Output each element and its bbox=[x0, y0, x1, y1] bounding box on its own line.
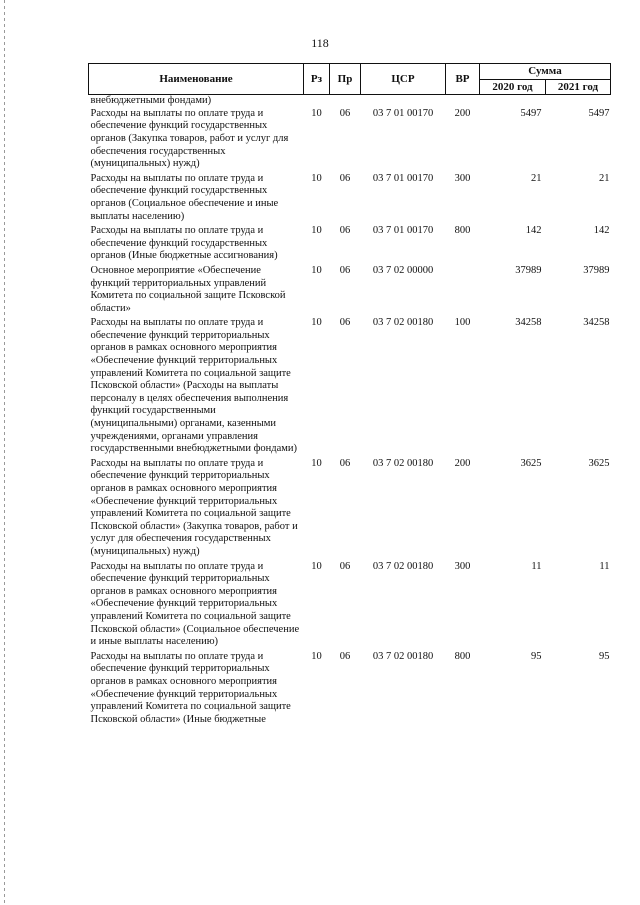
row-sum-2020: 95 bbox=[531, 650, 542, 662]
table-row bbox=[89, 225, 611, 265]
header-name: Наименование bbox=[89, 64, 304, 95]
row-vr: 200 bbox=[454, 457, 471, 469]
table-row bbox=[89, 561, 611, 651]
row-sum-2021: 142 bbox=[593, 225, 610, 237]
table-row bbox=[89, 458, 611, 561]
table-row bbox=[89, 651, 611, 729]
table-row bbox=[89, 108, 611, 173]
row-pr: 06 bbox=[339, 225, 351, 237]
header-year-2020: 2020 год bbox=[480, 79, 546, 95]
row-sum-2020: 11 bbox=[531, 560, 542, 572]
row-sum-2021: 34258 bbox=[583, 317, 610, 329]
row-name: Расходы на выплаты по оплате труда и обеспечение функций государственных органов (Социальное обеспечение и иные выплаты населению) bbox=[90, 172, 279, 222]
row-rz: 10 bbox=[311, 225, 322, 237]
row-pr: 06 bbox=[339, 457, 351, 469]
row-sum-2021: 11 bbox=[599, 560, 610, 572]
row-vr: 300 bbox=[454, 172, 471, 184]
table-row bbox=[89, 317, 611, 458]
row-sum-2020: 37989 bbox=[515, 264, 542, 276]
table-body bbox=[89, 95, 611, 729]
row-rz: 10 bbox=[311, 650, 322, 662]
row-vr: 300 bbox=[454, 560, 471, 572]
header-pr: Пр bbox=[330, 64, 361, 95]
row-sum-2020: 21 bbox=[531, 172, 542, 184]
row-name: Основное мероприятие «Обеспечение функций территориальных управлений Комитета по социальной защите Псковской области» bbox=[90, 264, 286, 314]
header-year-2021: 2021 год bbox=[546, 79, 611, 95]
row-rz: 10 bbox=[311, 172, 322, 184]
row-sum-2020: 3625 bbox=[520, 457, 542, 469]
row-sum-2021: 21 bbox=[599, 172, 610, 184]
row-csr: 03 7 01 00170 bbox=[372, 172, 434, 184]
row-rz: 10 bbox=[311, 317, 322, 329]
row-csr: 03 7 01 00170 bbox=[372, 225, 434, 237]
row-csr: 03 7 02 00180 bbox=[372, 650, 434, 662]
row-name: Расходы на выплаты по оплате труда и обеспечение функций государственных органов (Закупка товаров, работ и услуг для обеспечения государственных (муниципальных) нужд) bbox=[90, 107, 289, 170]
header-csr: ЦСР bbox=[361, 64, 446, 95]
row-pr: 06 bbox=[339, 317, 351, 329]
budget-table bbox=[88, 63, 611, 728]
row-sum-2021: 3625 bbox=[588, 457, 610, 469]
row-name: Расходы на выплаты по оплате труда и обеспечение функций территориальных органов в рамках основного мероприятия «Обеспечение функций территориальных управлений Комитета по социальной защите Псковской области» (Закупка товаров, работ и услуг для обеспечения государственных (муниципальных) нужд) bbox=[90, 457, 298, 557]
row-sum-2021: 37989 bbox=[583, 264, 610, 276]
row-sum-2020: 34258 bbox=[515, 317, 542, 329]
budget-table-container bbox=[88, 63, 610, 728]
row-csr: 03 7 01 00170 bbox=[372, 107, 434, 119]
table-header bbox=[89, 64, 611, 95]
row-name: Расходы на выплаты по оплате труда и обеспечение функций государственных органов (Иные бюджетные ассигнования) bbox=[90, 225, 278, 262]
page-number: 118 bbox=[311, 36, 329, 50]
row-pr: 06 bbox=[339, 264, 351, 276]
continuation-row bbox=[89, 95, 611, 108]
row-pr: 06 bbox=[339, 172, 351, 184]
row-vr: 800 bbox=[454, 650, 471, 662]
row-pr: 06 bbox=[339, 650, 351, 662]
row-name: Расходы на выплаты по оплате труда и обеспечение функций территориальных органов в рамках основного мероприятия «Обеспечение функций территориальных управлений Комитета по социальной защите Псковской области» (Социальное обеспечение и иные выплаты населению) bbox=[90, 560, 300, 648]
row-vr bbox=[446, 265, 480, 317]
row-pr: 06 bbox=[339, 107, 351, 119]
row-rz: 10 bbox=[311, 457, 322, 469]
table-row bbox=[89, 173, 611, 225]
row-sum-2021: 5497 bbox=[588, 107, 610, 119]
continuation-text: внебюджетными фондами) bbox=[90, 95, 212, 107]
table-row bbox=[89, 265, 611, 317]
header-rz: Рз bbox=[304, 64, 330, 95]
row-sum-2021: 95 bbox=[599, 650, 610, 662]
row-vr: 800 bbox=[454, 225, 471, 237]
row-name: Расходы на выплаты по оплате труда и обеспечение функций территориальных органов в рамках основного мероприятия «Обеспечение функций территориальных управлений Комитета по социальной защите Псковской области» (Расходы на выплаты персоналу в целях обеспечения выполнения функций государственными (муниципальными) органами, казенными учреждениями, органами управления государственными внебюджетными фондами) bbox=[90, 317, 298, 455]
row-name: Расходы на выплаты по оплате труда и обеспечение функций территориальных органов в рамках основного мероприятия «Обеспечение функций территориальных управлений Комитета по социальной защите Псковской области» (Иные бюджетные bbox=[90, 650, 291, 725]
row-csr: 03 7 02 00180 bbox=[372, 317, 434, 329]
header-vr: ВР bbox=[446, 64, 480, 95]
row-csr: 03 7 02 00000 bbox=[372, 264, 434, 276]
row-pr: 06 bbox=[339, 560, 351, 572]
scan-edge bbox=[4, 0, 5, 905]
row-vr: 200 bbox=[454, 107, 471, 119]
row-rz: 10 bbox=[311, 264, 322, 276]
row-sum-2020: 142 bbox=[525, 225, 542, 237]
row-csr: 03 7 02 00180 bbox=[372, 457, 434, 469]
row-csr: 03 7 02 00180 bbox=[372, 560, 434, 572]
row-vr: 100 bbox=[454, 317, 471, 329]
row-rz: 10 bbox=[311, 107, 322, 119]
row-sum-2020: 5497 bbox=[520, 107, 542, 119]
row-rz: 10 bbox=[311, 560, 322, 572]
header-sum: Сумма bbox=[480, 64, 611, 80]
